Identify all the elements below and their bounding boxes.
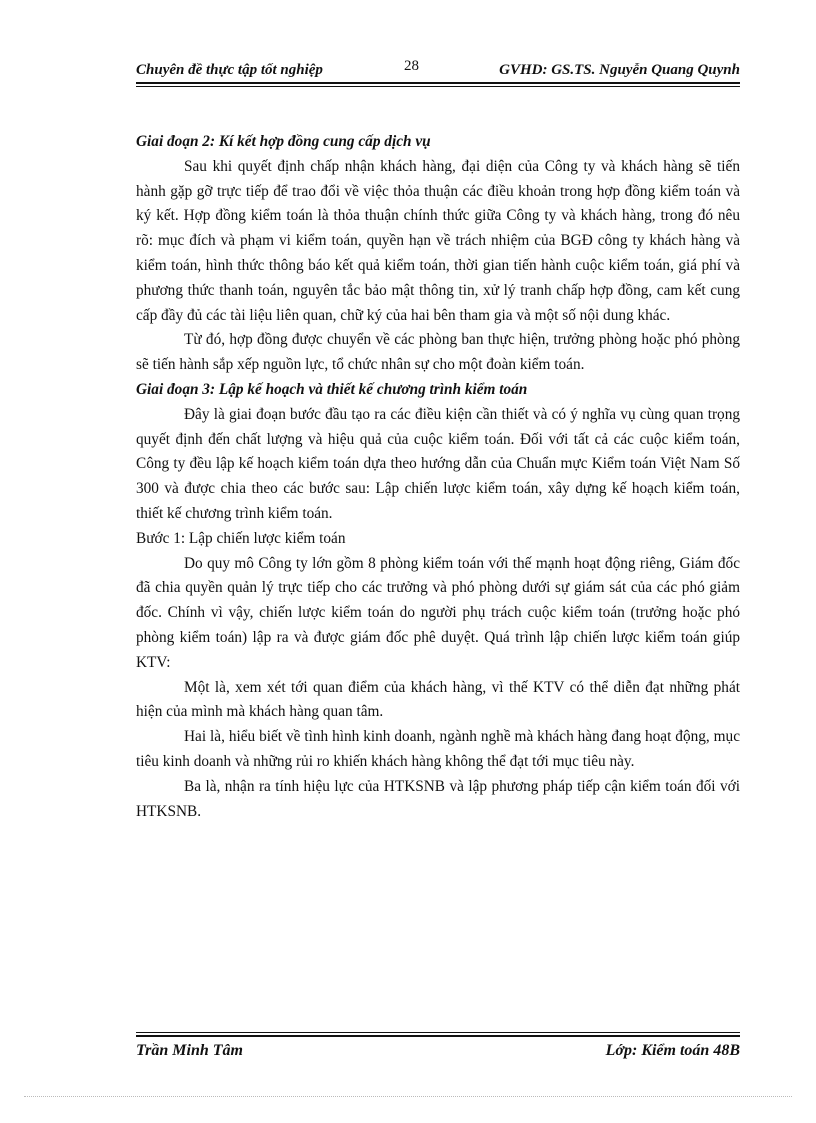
- section-heading-stage-2: Giai đoạn 2: Kí kết hợp đồng cung cấp dịch vụ: [136, 133, 431, 150]
- header-rule: [136, 82, 740, 87]
- footer-class: Lớp: Kiểm toán 48B: [605, 1042, 740, 1059]
- paragraph: Một là, xem xét tới quan điểm của khách hàng, vì thế KTV có thể diễn đạt những phát hiện của mình mà khách hàng quan tâm.: [136, 678, 740, 721]
- paragraph: Sau khi quyết định chấp nhận khách hàng, đại diện của Công ty và khách hàng sẽ tiến hành gặp gỡ trực tiếp để trao đổi về việc thỏa thuận các điều khoản trong hợp đồng kiểm toán và ký kết. Hợp đồng kiểm toán là thỏa thuận chính thức giữa Công ty và khách hàng, trong đó nêu rõ: mục đích và phạm vi kiểm toán, quyền hạn về trách nhiệm của BGĐ công ty khách hàng và kiểm toán, hình thức thông báo kết quả kiểm toán, thời gian tiến hành cuộc kiểm toán, giá phí và phương thức thanh toán, nguyên tắc bảo mật thông tin, xử lý tranh chấp hợp đồng, cam kết cung cấp đầy đủ các tài liệu liên quan, chữ ký của hai bên tham gia và một số nội dung khác.: [136, 157, 740, 324]
- step-label: Bước 1: Lập chiến lược kiểm toán: [136, 529, 346, 547]
- page-number: 28: [404, 58, 419, 74]
- document-body: [136, 130, 740, 824]
- paragraph: Do quy mô Công ty lớn gồm 8 phòng kiểm toán với thế mạnh hoạt động riêng, Giám đốc đã chia quyền quản lý trực tiếp cho các trưởng và phó phòng dưới sự giám sát của các phó giảm đốc. Chính vì vậy, chiến lược kiểm toán do người phụ trách cuộc kiểm toán (trưởng hoặc phó phòng kiểm toán) lập ra và được giám đốc phê duyệt. Quá trình lập chiến lược kiểm toán giúp KTV:: [136, 554, 740, 671]
- page-break-line: [24, 1096, 792, 1097]
- page-footer: [136, 1042, 740, 1066]
- header-title: Chuyên đề thực tập tốt nghiệp: [136, 62, 323, 78]
- page-header: [136, 58, 740, 82]
- section-heading-stage-3: Giai đoạn 3: Lập kế hoạch và thiết kế chương trình kiểm toán: [136, 380, 528, 398]
- footer-author: Trần Minh Tâm: [136, 1042, 243, 1059]
- paragraph: Ba là, nhận ra tính hiệu lực của HTKSNB và lập phương pháp tiếp cận kiểm toán đối với HTKSNB.: [136, 777, 740, 820]
- footer-rule: [136, 1032, 740, 1037]
- paragraph: Từ đó, hợp đồng được chuyển về các phòng ban thực hiện, trưởng phòng hoặc phó phòng sẽ tiến hành sắp xếp nguồn lực, tổ chức nhân sự cho một đoàn kiểm toán.: [136, 331, 740, 374]
- paragraph: Đây là giai đoạn bước đầu tạo ra các điều kiện cần thiết và có ý nghĩa vụ cùng quan trọng quyết định đến chất lượng và hiệu quả của cuộc kiểm toán. Đối với tất cả các cuộc kiểm toán, Công ty đều lập kế hoạch kiểm toán dựa theo hướng dẫn của Chuẩn mực Kiểm toán Việt Nam Số 300 và được chia theo các bước sau: Lập chiến lược kiểm toán, xây dựng kế hoạch kiểm toán, thiết kế chương trình kiểm toán.: [136, 405, 740, 522]
- header-supervisor: GVHD: GS.TS. Nguyễn Quang Quynh: [499, 62, 740, 78]
- paragraph: Hai là, hiểu biết về tình hình kinh doanh, ngành nghề mà khách hàng đang hoạt động, mục tiêu kinh doanh và những rủi ro khiến khách hàng không thể đạt tới mục tiêu này.: [136, 728, 740, 770]
